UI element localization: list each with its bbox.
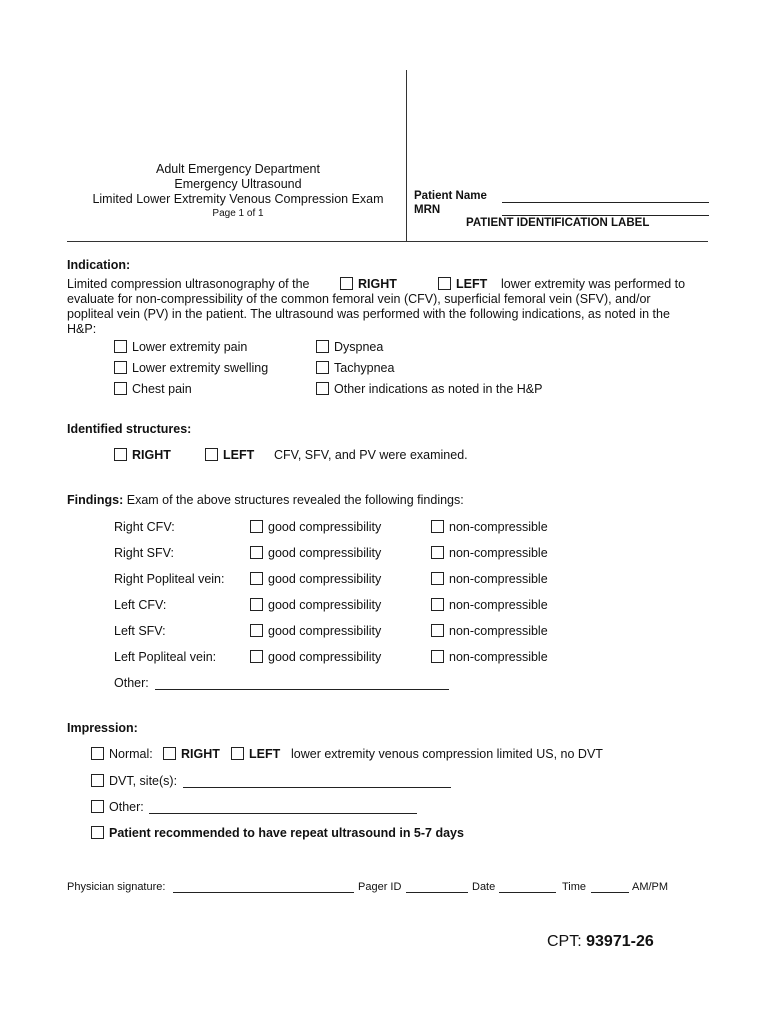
good-label: good compressibility <box>268 650 382 664</box>
finding-row-label: Right SFV: <box>114 546 174 560</box>
repeat-checkbox[interactable] <box>91 826 104 839</box>
checkbox[interactable] <box>250 572 263 585</box>
checkbox[interactable] <box>431 650 444 663</box>
non-label: non-compressible <box>449 650 548 664</box>
finding-row-label: Left SFV: <box>114 624 166 638</box>
indication-option[interactable] <box>316 361 394 375</box>
good-label: good compressibility <box>268 520 382 534</box>
mrn-label: MRN <box>414 204 441 216</box>
indication-option[interactable] <box>114 361 268 375</box>
findings-heading: Findings: <box>67 493 124 507</box>
indication-text1: Limited compression ultrasonography of the <box>67 277 310 291</box>
checkbox[interactable] <box>250 598 263 611</box>
physician-signature-field[interactable] <box>173 880 354 893</box>
vertical-divider <box>406 70 407 241</box>
time-field[interactable] <box>591 880 629 893</box>
checkbox[interactable] <box>250 520 263 533</box>
left-checkbox[interactable] <box>231 747 244 760</box>
non-option[interactable] <box>431 598 548 612</box>
date-label: Date <box>472 881 496 893</box>
left-label: LEFT <box>249 747 281 761</box>
structures-left-option[interactable] <box>205 448 254 462</box>
indication-option[interactable] <box>114 382 192 396</box>
good-label: good compressibility <box>268 546 382 560</box>
findings-other-label: Other: <box>114 676 149 690</box>
left-checkbox[interactable] <box>205 448 218 461</box>
right-checkbox[interactable] <box>114 448 127 461</box>
patient-name-label: Patient Name <box>414 190 487 202</box>
option-label: Other indications as noted in the H&P <box>334 382 543 396</box>
finding-row-label: Right Popliteal vein: <box>114 572 225 586</box>
checkbox[interactable] <box>431 624 444 637</box>
right-label: RIGHT <box>132 448 171 462</box>
left-checkbox[interactable] <box>438 277 451 290</box>
impression-dvt-option[interactable] <box>91 774 177 788</box>
non-option[interactable] <box>431 650 548 664</box>
non-option[interactable] <box>431 572 548 586</box>
dvt-site-field[interactable] <box>183 774 451 788</box>
indication-line1 <box>67 277 310 291</box>
checkbox[interactable] <box>250 624 263 637</box>
option-label: Chest pain <box>132 382 192 396</box>
checkbox[interactable] <box>431 546 444 559</box>
option-label: Lower extremity swelling <box>132 361 269 375</box>
ampm-label: AM/PM <box>632 881 669 893</box>
checkbox[interactable] <box>250 650 263 663</box>
dvt-label: DVT, site(s): <box>109 774 178 788</box>
indication-option[interactable] <box>114 340 247 354</box>
good-label: good compressibility <box>268 572 382 586</box>
other-label: Other: <box>109 800 144 814</box>
findings-header <box>67 493 464 507</box>
checkbox[interactable] <box>250 546 263 559</box>
left-label: LEFT <box>223 448 255 462</box>
non-option[interactable] <box>431 546 548 560</box>
good-option[interactable] <box>250 572 381 586</box>
checkbox[interactable] <box>431 572 444 585</box>
physician-signature-label: Physician signature: <box>67 881 166 893</box>
indication-text5: H&P: <box>67 322 97 336</box>
form-title-block <box>70 162 406 220</box>
checkbox[interactable] <box>114 340 127 353</box>
exam-title: Limited Lower Extremity Venous Compression Exam <box>92 192 384 206</box>
good-option[interactable] <box>250 624 381 638</box>
good-option[interactable] <box>250 546 381 560</box>
non-label: non-compressible <box>449 520 548 534</box>
option-label: Lower extremity pain <box>132 340 248 354</box>
checkbox[interactable] <box>316 382 329 395</box>
mrn-field[interactable] <box>502 202 709 216</box>
section-title: Emergency Ultrasound <box>174 177 302 191</box>
indication-text2: lower extremity was performed to <box>501 277 686 291</box>
checkbox[interactable] <box>316 340 329 353</box>
good-label: good compressibility <box>268 598 382 612</box>
left-label: LEFT <box>456 277 488 291</box>
findings-other-field[interactable] <box>155 676 449 690</box>
findings-intro: Exam of the above structures revealed the following findings: <box>126 493 464 507</box>
impression-left-option[interactable] <box>231 747 280 761</box>
dvt-checkbox[interactable] <box>91 774 104 787</box>
checkbox[interactable] <box>114 382 127 395</box>
checkbox[interactable] <box>114 361 127 374</box>
right-checkbox[interactable] <box>340 277 353 290</box>
date-field[interactable] <box>499 880 556 893</box>
finding-row-label: Left Popliteal vein: <box>114 650 217 664</box>
good-label: good compressibility <box>268 624 382 638</box>
checkbox[interactable] <box>316 361 329 374</box>
non-label: non-compressible <box>449 546 548 560</box>
indication-option[interactable] <box>316 382 542 396</box>
patient-id-label: PATIENT IDENTIFICATION LABEL <box>466 217 650 229</box>
option-label: Tachypnea <box>334 361 395 375</box>
indication-right-option[interactable] <box>340 277 397 291</box>
good-option[interactable] <box>250 650 381 664</box>
finding-row-label: Right CFV: <box>114 520 175 534</box>
repeat-label: Patient recommended to have repeat ultrasound in 5-7 days <box>109 826 464 840</box>
normal-checkbox[interactable] <box>91 747 104 760</box>
option-label: Dyspnea <box>334 340 384 354</box>
impression-other-field[interactable] <box>149 800 417 814</box>
checkbox[interactable] <box>431 520 444 533</box>
structures-heading: Identified structures: <box>67 422 192 436</box>
normal-label: Normal: <box>109 747 153 761</box>
non-option[interactable] <box>431 520 548 534</box>
non-option[interactable] <box>431 624 548 638</box>
checkbox[interactable] <box>431 598 444 611</box>
impression-other-option[interactable] <box>91 800 144 814</box>
indication-left-option[interactable] <box>438 277 487 291</box>
impression-normal-option[interactable] <box>91 747 153 761</box>
time-label: Time <box>562 881 587 893</box>
non-label: non-compressible <box>449 572 548 586</box>
patient-name-field[interactable] <box>502 189 709 203</box>
finding-row-label: Left CFV: <box>114 598 167 612</box>
repeat-us-option[interactable] <box>91 826 464 840</box>
other-checkbox[interactable] <box>91 800 104 813</box>
right-checkbox[interactable] <box>163 747 176 760</box>
non-label: non-compressible <box>449 598 548 612</box>
indication-text3: evaluate for non-compressibility of the common femoral vein (CFV), superficial femoral vein (SFV), and/or <box>67 292 651 306</box>
indication-heading: Indication: <box>67 258 131 272</box>
indication-option[interactable] <box>316 340 383 354</box>
impression-heading: Impression: <box>67 721 138 735</box>
impression-normal-text: lower extremity venous compression limited US, no DVT <box>291 747 603 761</box>
indication-text4: popliteal vein (PV) in the patient. The ultrasound was performed with the following indications, as noted in the <box>67 307 670 321</box>
pager-id-field[interactable] <box>406 880 468 893</box>
right-label: RIGHT <box>358 277 397 291</box>
cpt-value: 93971-26 <box>586 933 654 950</box>
impression-right-option[interactable] <box>163 747 220 761</box>
page-number: Page 1 of 1 <box>212 208 264 219</box>
header-divider <box>67 241 708 242</box>
cpt-code <box>547 933 654 951</box>
non-label: non-compressible <box>449 624 548 638</box>
good-option[interactable] <box>250 598 381 612</box>
structures-text: CFV, SFV, and PV were examined. <box>274 448 468 462</box>
cpt-label: CPT: <box>547 933 582 950</box>
structures-right-option[interactable] <box>114 448 171 462</box>
right-label: RIGHT <box>181 747 220 761</box>
department-title: Adult Emergency Department <box>156 162 320 176</box>
pager-id-label: Pager ID <box>358 881 402 893</box>
good-option[interactable] <box>250 520 381 534</box>
